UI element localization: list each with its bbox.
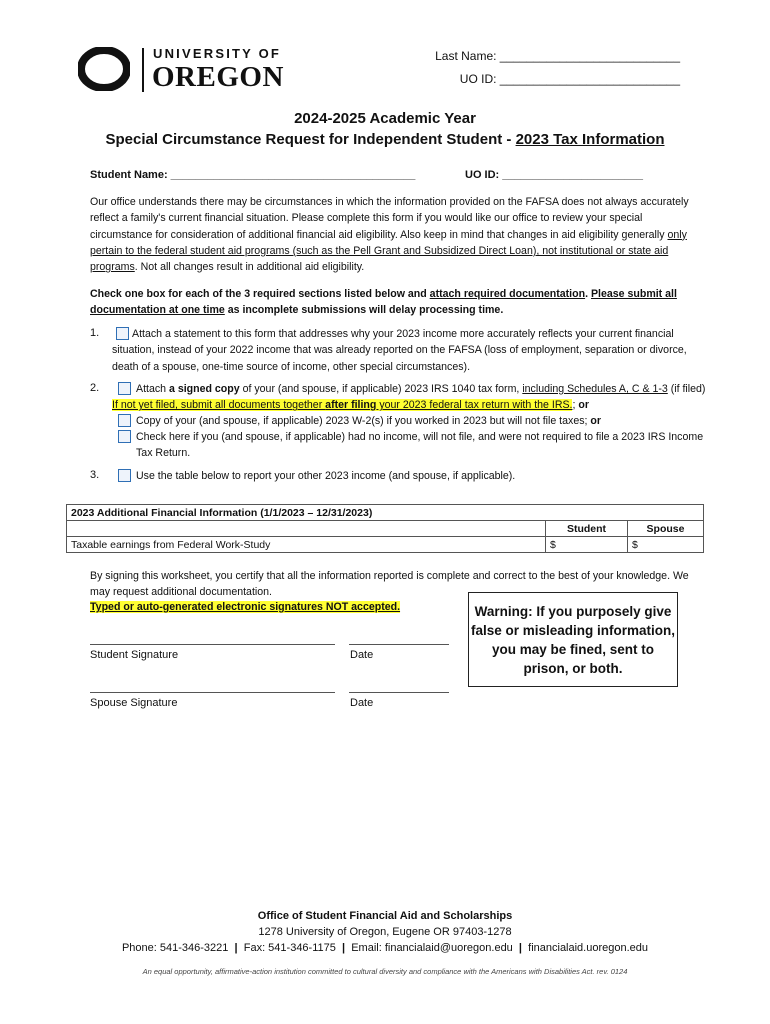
student-date-label: Date — [350, 649, 374, 661]
item-2-highlight-after-filing: after filing — [325, 399, 377, 412]
footer-eeo-statement: An equal opportunity, affirmative-action institution committed to cultural diversity and compliance with the Americans with Disabilities Act. rev. 0124 — [142, 967, 628, 976]
student-date-line[interactable] — [349, 644, 449, 645]
intro-text-1: Our office understands there may be circumstances in which the information provided on the FAFSA does not always accurately reflect a family's current financial situation. Please complete this form if you would like our office to review your special circumstance for consideration of additional financial aid eligibility. Also keep in mind that changes in aid eligibility generally — [90, 196, 689, 241]
footer-email[interactable]: Email: financialaid@uoregon.edu — [351, 942, 513, 954]
intro-paragraph — [90, 194, 705, 275]
item-1-number: 1. — [90, 327, 100, 339]
no-income-text: Check here if you (and spouse, if applicable) had no income, will not file, and were not required to file a 2023 IRS Income Tax Return. — [136, 431, 704, 460]
item-2-t1: Attach — [136, 383, 169, 395]
table-title: 2023 Additional Financial Information (1/1/2023 – 12/31/2023) — [67, 505, 704, 521]
student-signature-line[interactable] — [90, 644, 335, 645]
footer-phone: Phone: 541-346-3221 — [121, 942, 229, 954]
instructions-underlined-1: attach required documentation — [429, 288, 586, 300]
w2-checkbox[interactable] — [118, 414, 131, 427]
certification-text: By signing this worksheet, you certify that all the information reported is complete and correct to the best of your knowledge. We may request additional documentation. — [90, 570, 689, 599]
spouse-date-label: Date — [350, 697, 374, 709]
footer-office: Office of Student Financial Aid and Scholarships — [257, 910, 513, 922]
intro-text-2: . Not all changes result in additional aid eligibility. — [134, 261, 365, 274]
spouse-signature-line[interactable] — [90, 692, 335, 693]
table-row-label: Taxable earnings from Federal Work-Study — [67, 537, 546, 553]
w2-option-text — [136, 413, 716, 429]
w2-or: or — [590, 415, 601, 427]
no-income-checkbox[interactable] — [118, 430, 131, 443]
item-2-t3: (if filed) — [667, 383, 706, 395]
warning-box: Warning: If you purposely give false or misleading information, you may be fined, sent to prison, or both. — [468, 592, 678, 687]
academic-year-title: 2024-2025 Academic Year — [294, 110, 476, 127]
student-uo-id-field[interactable]: UO ID: _______________________ — [465, 169, 643, 181]
footer-separator: | — [338, 942, 349, 954]
signature-warning-text: Typed or auto-generated electronic signatures NOT accepted. — [90, 601, 401, 613]
footer-website[interactable]: financialaid.uoregon.edu — [528, 942, 649, 954]
logo-divider — [142, 48, 144, 92]
instructions-text-1: Check one box for each of the 3 required sections listed below and — [90, 288, 430, 300]
footer-separator: | — [231, 942, 241, 954]
instructions-text-2: . — [585, 288, 591, 300]
item-3-number: 3. — [90, 469, 100, 481]
spouse-date-line[interactable] — [349, 692, 449, 693]
signature-warning — [90, 599, 430, 615]
table-header-empty — [67, 521, 546, 537]
table-header-spouse: Spouse — [628, 521, 704, 537]
item-2-signed-copy: a signed copy — [168, 383, 240, 395]
item-3-checkbox[interactable] — [118, 469, 131, 482]
student-name-field[interactable]: Student Name: ________________________________________ — [90, 169, 416, 181]
item-2-schedules: including Schedules A, C & 1-3 — [522, 383, 668, 395]
item-2-t2: of your (and spouse, if applicable) 2023 IRS 1040 tax form, — [239, 383, 523, 395]
student-work-study-input[interactable]: $ — [546, 537, 628, 553]
table-header-student: Student — [546, 521, 628, 537]
item-2-highlight-2: your 2023 federal tax return with the IRS. — [376, 399, 573, 412]
intro-underlined: only pertain to the federal student aid programs (such as the Pell Grant and Subsidized Direct Loan), not institutional or state aid programs — [90, 228, 687, 274]
instructions-text-3: as incomplete submissions will delay processing time. — [224, 304, 504, 317]
footer-separator: | — [515, 942, 526, 954]
item-1-text: Attach a statement to this form that addresses why your 2023 income more accurately reflects your current financial situation, instead of your 2022 income that was already reported on the FAFSA (loss of employment, separation or divorce, death of a spouse, one-time source of income, other special circumstances). — [112, 328, 687, 373]
header-uo-id-field[interactable]: UO ID: ___________________________ — [459, 72, 680, 86]
instructions-underlined-2: Please submit all documentation at one time — [90, 288, 677, 317]
table-title-row — [67, 505, 704, 521]
spouse-work-study-input[interactable]: $ — [628, 537, 704, 553]
w2-text: Copy of your (and spouse, if applicable) 2023 W-2(s) if you worked in 2023 but will not file taxes; — [136, 415, 591, 427]
form-title-underlined: 2023 Tax Information — [515, 131, 665, 148]
spouse-signature-label: Spouse Signature — [90, 697, 178, 709]
item-2-highlight-1: If not yet filed, submit all documents together — [112, 399, 326, 412]
logo-university-text: UNIVERSITY OF — [153, 46, 282, 61]
oregon-o-logo-icon — [78, 47, 130, 91]
item-3-text: Use the table below to report your other 2023 income (and spouse, if applicable). — [136, 470, 516, 482]
footer-contact — [0, 942, 770, 954]
form-title-prefix: Special Circumstance Request for Independent Student - — [105, 131, 516, 148]
item-2-text — [112, 381, 707, 414]
item-2-t4: ; — [572, 399, 579, 412]
footer-fax: Fax: 541-346-1175 — [243, 942, 336, 954]
last-name-field[interactable]: Last Name: ___________________________ — [435, 49, 680, 63]
university-logo — [78, 44, 293, 94]
logo-oregon-text: OREGON — [152, 61, 284, 93]
item-2-or-1: or — [578, 399, 589, 412]
table-header-row — [67, 521, 704, 537]
footer-address: 1278 University of Oregon, Eugene OR 97403-1278 — [258, 926, 512, 938]
financial-info-table — [66, 504, 704, 553]
instructions — [90, 286, 710, 319]
item-2-number: 2. — [90, 382, 100, 394]
form-title — [0, 131, 770, 148]
table-row — [67, 537, 704, 553]
student-signature-label: Student Signature — [90, 649, 179, 661]
